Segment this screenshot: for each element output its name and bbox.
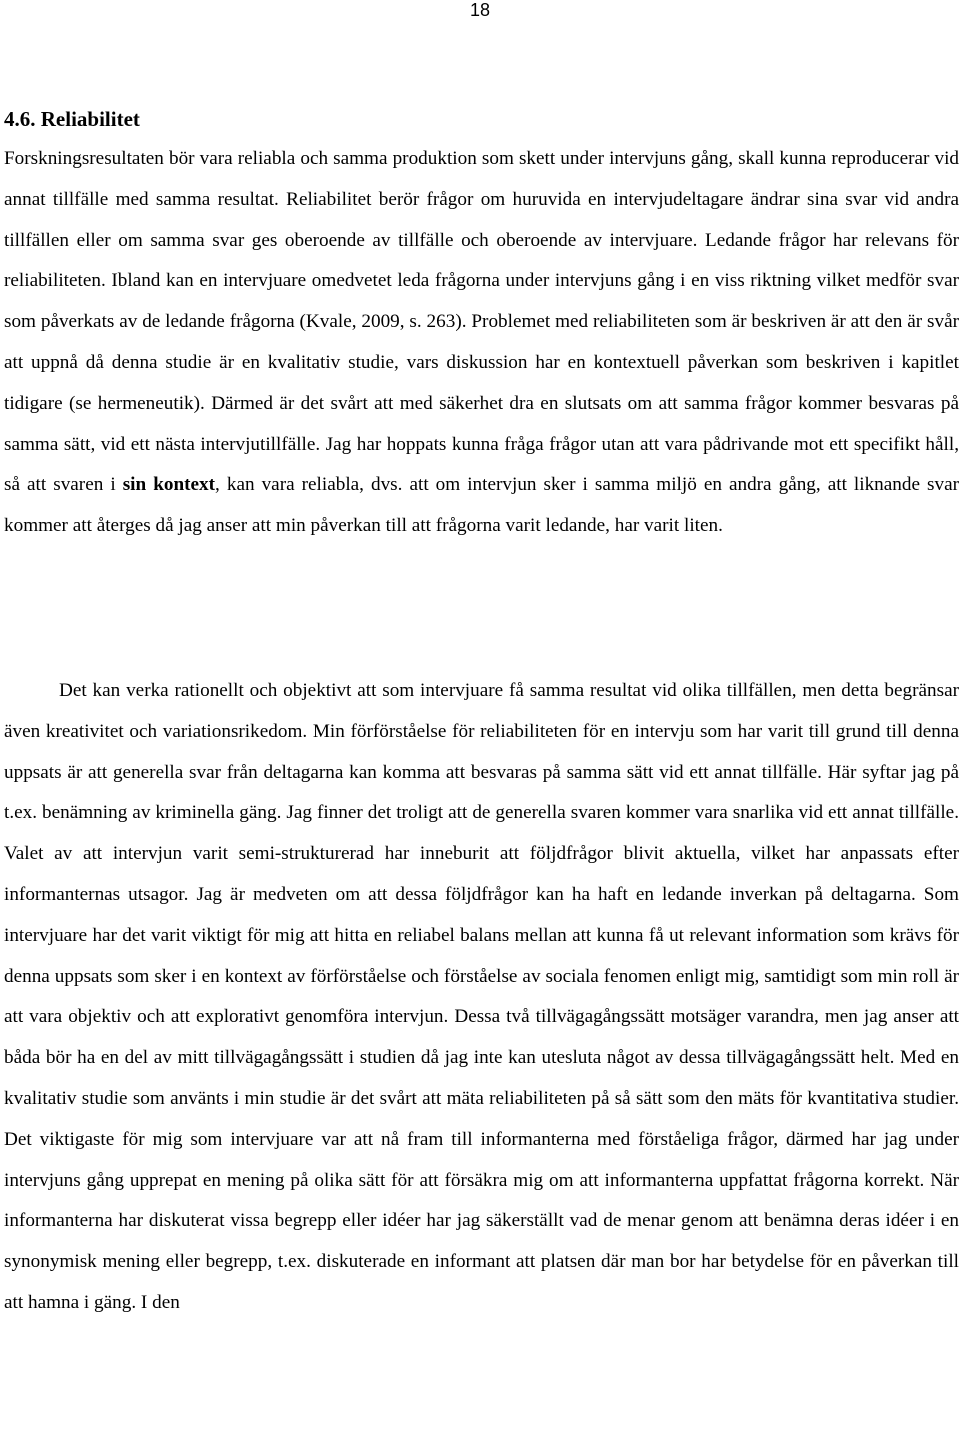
- paragraph-text: , kan vara reliabla, dvs. att om intervjun sker i samma miljö en andra gång, att liknande svar kommer att återges då jag anser att min påverkan till att frågorna varit ledande, har varit liten.: [4, 474, 959, 537]
- paragraph-reliability-intro: [4, 139, 959, 547]
- bold-phrase: sin kontext: [122, 474, 216, 496]
- section-heading: 4.6. Reliabilitet: [4, 107, 140, 131]
- paragraph-text: Forskningsresultaten bör vara reliabla och samma produktion som skett under intervjuns gång, skall kunna reproducerar vid annat tillfälle med samma resultat. Reliabilitet berör frågor om huruvida en intervjudeltagare ändrar sina svar vid andra tillfällen eller om samma svar ges oberoende av tillfälle och oberoende av intervjuare. Ledande frågor har relevans för reliabiliteten. Ibland kan en intervjuare omedvetet leda frågorna under intervjuns gång i en viss riktning vilket medför svar som påverkats av de ledande frågorna (Kvale, 2009, s. 263). Problemet med reliabiliteten som är beskriven är att den är svår att uppnå då denna studie är en kvalitativ studie, vars diskussion har en kontextuell påverkan som beskriven i kapitlet tidigare (se hermeneutik). Därmed är det svårt att med säkerhet dra en slutsats om att samma frågor kommer besvaras på samma sätt, vid ett nästa intervjutillfälle. Jag har hoppats kunna fråga frågor utan att vara pådrivande mot ett specifikt håll, så att svaren i: [4, 148, 959, 496]
- page-number: 18: [470, 0, 491, 20]
- paragraph-reliability-discussion: Det kan verka rationellt och objektivt att som intervjuare få samma resultat vid olika tillfällen, men detta begränsar även kreativitet och variationsrikedom. Min förförståelse för reliabiliteten för en intervju som har varit till grund till denna uppsats är att generella svar från deltagarna kan komma att besvaras på samma sätt vid ett annat tillfälle. Här syftar jag på t.ex. benämning av kriminella gäng. Jag finner det troligt att de generella svaren kommer vara snarlika vid ett annat tillfälle. Valet av att intervjun varit semi-strukturerad har inneburit att följdfrågor blivit aktuella, vilket har anpassats efter informanternas utsagor. Jag är medveten om att dessa följdfrågor kan ha haft en ledande inverkan på deltagarna. Som intervjuare har det varit viktigt för mig att hitta en reliabel balans mellan att kunna få ut relevant information som krävs för denna uppsats som sker i en kontext av förförståelse och förståelse av sociala fenomen enligt mig, samtidigt som min roll är att vara objektiv och att explorativt genomföra intervjun. Dessa två tillvägagångssätt motsäger varandra, men jag anser att båda bör ha en del av mitt tillvägagångssätt i studien då jag inte kan utesluta något av dessa tillvägagångssätt helt. Med en kvalitativ studie som använts i min studie är det svårt att mäta reliabiliteten på så sätt som den mäts för kvantitativa studier. Det viktigaste för mig som intervjuare var att nå fram till informanterna med förståeliga frågor, därmed har jag under intervjuns gång upprepat en mening på olika sätt för att försäkra mig om att informanterna uppfattat frågorna korrekt. När informanterna har diskuterat vissa begrepp eller idéer har jag säkerställt vad de menar genom att benämna deras idéer i en synonymisk mening eller begrepp, t.ex. diskuterade en informant att platsen där man bor har betydelse för en påverkan till att hamna i gäng. I den: [4, 680, 959, 1313]
